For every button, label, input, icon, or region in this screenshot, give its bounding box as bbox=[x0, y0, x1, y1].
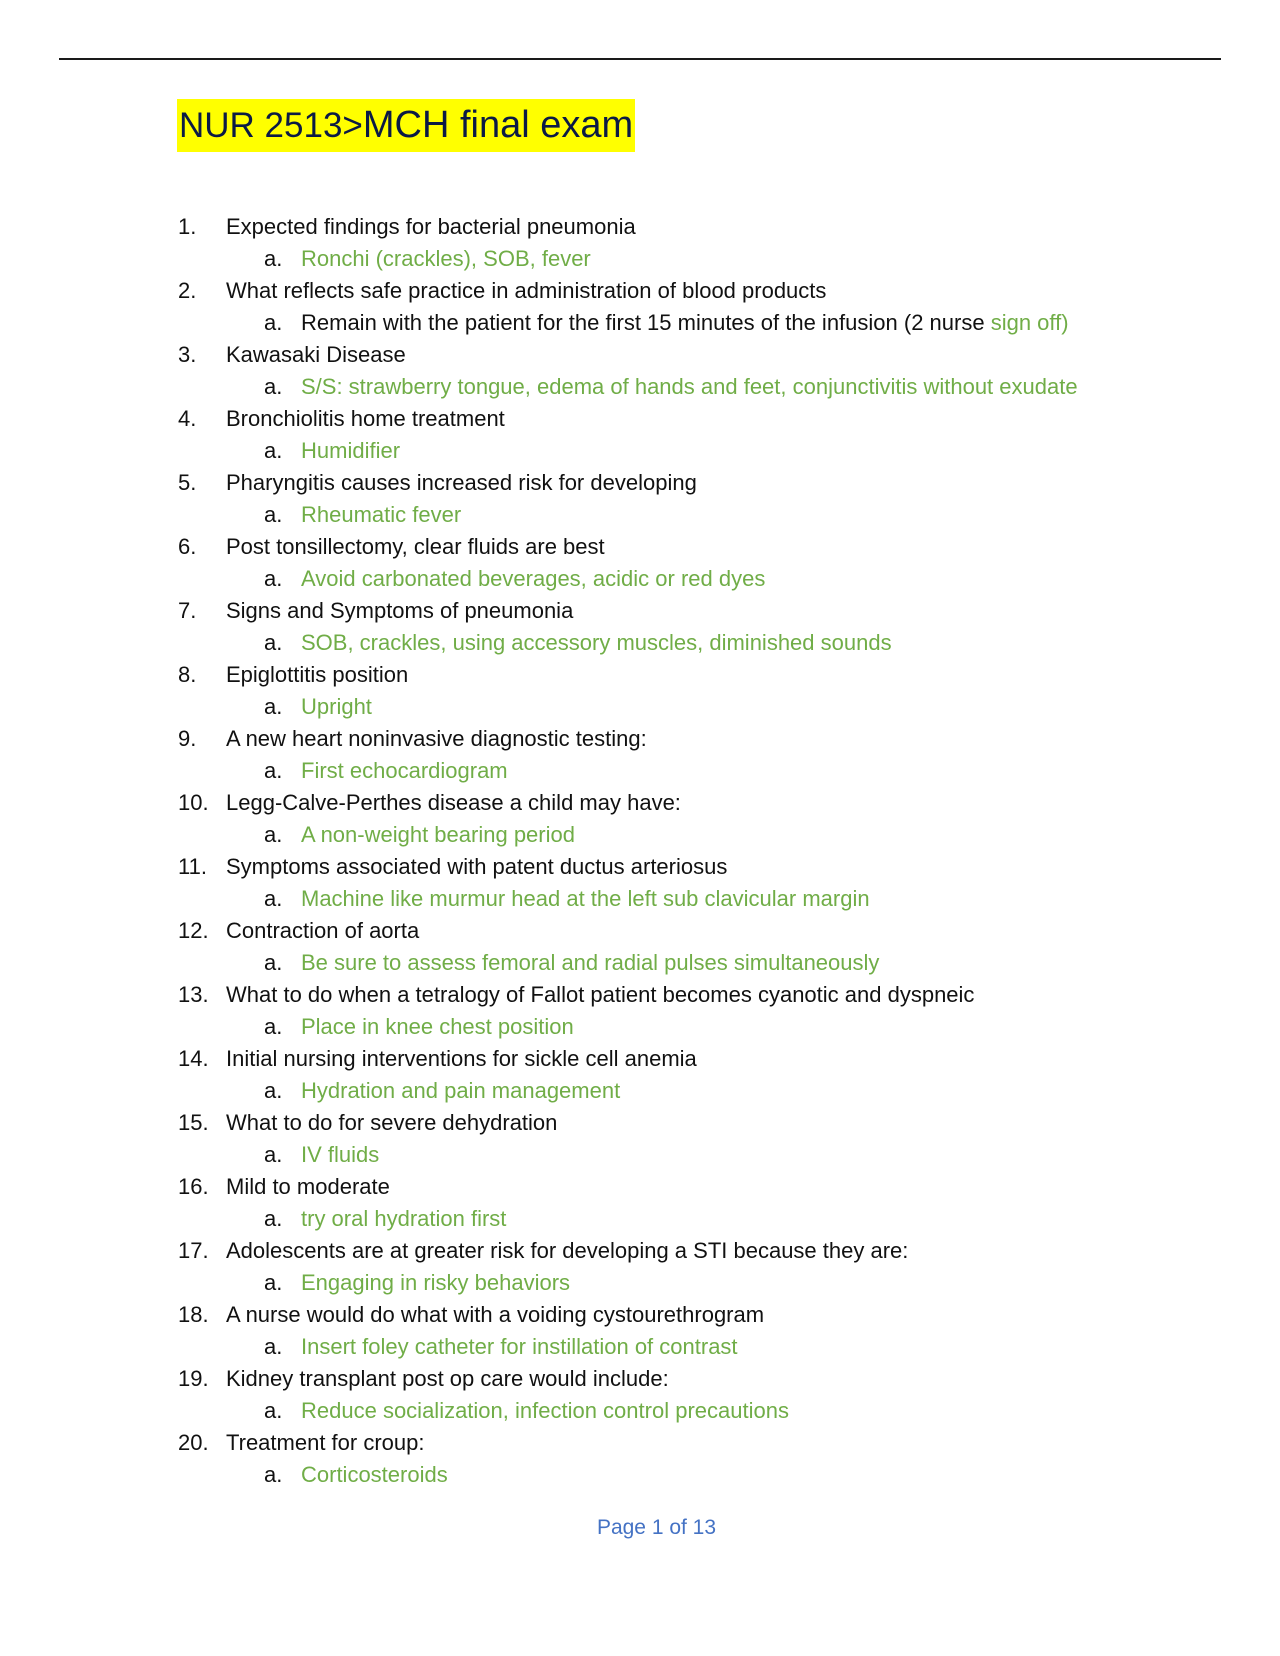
answer-text: try oral hydration first bbox=[301, 1206, 507, 1231]
document-title bbox=[177, 99, 635, 151]
answer-text: Hydration and pain management bbox=[301, 1078, 621, 1103]
answer-text: Humidifier bbox=[301, 438, 401, 463]
question-item bbox=[0, 595, 1280, 659]
answer-text: Place in knee chest position bbox=[301, 1014, 574, 1039]
question-number: 2. bbox=[178, 278, 197, 303]
question-number: 11. bbox=[178, 854, 207, 879]
answer-letter: a. bbox=[264, 1398, 283, 1423]
question-item bbox=[0, 1235, 1280, 1299]
question-item bbox=[0, 1107, 1280, 1171]
question-item bbox=[0, 787, 1280, 851]
title-exam-name: MCH final exam bbox=[362, 103, 634, 146]
answer-letter: a. bbox=[264, 1270, 283, 1295]
answer-letter: a. bbox=[264, 1142, 283, 1167]
question-number: 4. bbox=[178, 406, 197, 431]
title-course-code: NUR 2513> bbox=[179, 105, 363, 145]
answer-row bbox=[0, 499, 1280, 531]
answer-text: Machine like murmur head at the left sub clavicular margin bbox=[301, 886, 870, 911]
answer-row bbox=[0, 947, 1280, 979]
answer-row bbox=[0, 883, 1280, 915]
question-text: Mild to moderate bbox=[226, 1174, 390, 1199]
question-item bbox=[0, 531, 1280, 595]
answer-row bbox=[0, 1075, 1280, 1107]
answer-letter: a. bbox=[264, 886, 283, 911]
question-row bbox=[0, 1299, 1280, 1331]
answer-letter: a. bbox=[264, 630, 283, 655]
question-text: Epiglottitis position bbox=[226, 662, 409, 687]
answer-text: Reduce socialization, infection control precautions bbox=[301, 1398, 789, 1423]
question-row bbox=[0, 211, 1280, 243]
answer-letter: a. bbox=[264, 1334, 283, 1359]
question-text: What to do when a tetralogy of Fallot patient becomes cyanotic and dyspneic bbox=[226, 982, 975, 1007]
question-number: 17. bbox=[178, 1238, 209, 1263]
question-number: 15. bbox=[178, 1110, 209, 1135]
answer-letter: a. bbox=[264, 694, 283, 719]
question-item bbox=[0, 1363, 1280, 1427]
answer-text: Rheumatic fever bbox=[301, 502, 462, 527]
question-row bbox=[0, 1171, 1280, 1203]
question-text: A nurse would do what with a voiding cystourethrogram bbox=[226, 1302, 765, 1327]
answer-letter: a. bbox=[264, 822, 283, 847]
question-text: Pharyngitis causes increased risk for developing bbox=[226, 470, 697, 495]
answer-row bbox=[0, 1139, 1280, 1171]
question-item bbox=[0, 339, 1280, 403]
question-number: 9. bbox=[178, 726, 197, 751]
question-row bbox=[0, 1107, 1280, 1139]
question-number: 5. bbox=[178, 470, 197, 495]
question-item bbox=[0, 403, 1280, 467]
answer-letter: a. bbox=[264, 246, 283, 271]
question-item bbox=[0, 979, 1280, 1043]
answer-row bbox=[0, 691, 1280, 723]
question-item bbox=[0, 467, 1280, 531]
question-row bbox=[0, 531, 1280, 563]
question-text: Signs and Symptoms of pneumonia bbox=[226, 598, 574, 623]
question-item bbox=[0, 211, 1280, 275]
question-number: 10. bbox=[178, 790, 209, 815]
answer-row bbox=[0, 1203, 1280, 1235]
answer-row bbox=[0, 1395, 1280, 1427]
answer-text: Ronchi (crackles), SOB, fever bbox=[301, 246, 591, 271]
answer-text: A non-weight bearing period bbox=[301, 822, 575, 847]
answer-row bbox=[0, 371, 1280, 403]
question-number: 7. bbox=[178, 598, 197, 623]
answer-letter: a. bbox=[264, 566, 283, 591]
answer-row bbox=[0, 307, 1280, 339]
question-text: Symptoms associated with patent ductus arteriosus bbox=[226, 854, 728, 879]
question-number: 16. bbox=[178, 1174, 209, 1199]
question-text: Treatment for croup: bbox=[226, 1430, 425, 1455]
answer-row bbox=[0, 1459, 1280, 1491]
question-item bbox=[0, 275, 1280, 339]
answer-letter: a. bbox=[264, 1014, 283, 1039]
answer-row bbox=[0, 1011, 1280, 1043]
answer-row bbox=[0, 1267, 1280, 1299]
answer-letter: a. bbox=[264, 502, 283, 527]
answer-letter: a. bbox=[264, 950, 283, 975]
answer-text-plain: Remain with the patient for the first 15 minutes of the infusion (2 nurse bbox=[301, 310, 991, 335]
question-text: Initial nursing interventions for sickle cell anemia bbox=[226, 1046, 697, 1071]
question-item bbox=[0, 851, 1280, 915]
answer-letter: a. bbox=[264, 438, 283, 463]
answer-text bbox=[301, 307, 1069, 339]
answer-letter: a. bbox=[264, 758, 283, 783]
question-number: 12. bbox=[178, 918, 209, 943]
answer-row bbox=[0, 1331, 1280, 1363]
question-item bbox=[0, 915, 1280, 979]
question-row bbox=[0, 979, 1280, 1011]
question-list bbox=[0, 211, 1280, 1491]
question-number: 18. bbox=[178, 1302, 209, 1327]
question-row bbox=[0, 275, 1280, 307]
answer-row bbox=[0, 755, 1280, 787]
question-row bbox=[0, 467, 1280, 499]
question-row bbox=[0, 1427, 1280, 1459]
question-text: Kawasaki Disease bbox=[226, 342, 406, 367]
question-text: A new heart noninvasive diagnostic testing: bbox=[226, 726, 647, 751]
question-text: Expected findings for bacterial pneumonia bbox=[226, 214, 636, 239]
question-number: 19. bbox=[178, 1366, 209, 1391]
question-text: Contraction of aorta bbox=[226, 918, 420, 943]
question-row bbox=[0, 1043, 1280, 1075]
answer-letter: a. bbox=[264, 1206, 283, 1231]
question-row bbox=[0, 659, 1280, 691]
question-text: Adolescents are at greater risk for developing a STI because they are: bbox=[226, 1238, 909, 1263]
question-number: 20. bbox=[178, 1430, 209, 1455]
answer-text: IV fluids bbox=[301, 1142, 380, 1167]
answer-text: Insert foley catheter for instillation of contrast bbox=[301, 1334, 738, 1359]
answer-text: Be sure to assess femoral and radial pulses simultaneously bbox=[301, 950, 880, 975]
answer-text-highlight: sign off) bbox=[990, 310, 1069, 335]
question-row bbox=[0, 595, 1280, 627]
answer-text: Corticosteroids bbox=[301, 1462, 448, 1487]
question-text: What reflects safe practice in administration of blood products bbox=[226, 278, 827, 303]
page-number: Page 1 of 13 bbox=[596, 1516, 717, 1539]
answer-text: SOB, crackles, using accessory muscles, diminished sounds bbox=[301, 630, 892, 655]
question-item bbox=[0, 1427, 1280, 1491]
answer-text: Avoid carbonated beverages, acidic or red dyes bbox=[301, 566, 766, 591]
question-number: 6. bbox=[178, 534, 197, 559]
question-text: What to do for severe dehydration bbox=[226, 1110, 558, 1135]
question-text: Kidney transplant post op care would include: bbox=[226, 1366, 669, 1391]
question-item bbox=[0, 1299, 1280, 1363]
question-number: 14. bbox=[178, 1046, 209, 1071]
question-item bbox=[0, 1171, 1280, 1235]
question-row bbox=[0, 403, 1280, 435]
answer-row bbox=[0, 243, 1280, 275]
question-row bbox=[0, 723, 1280, 755]
answer-letter: a. bbox=[264, 310, 283, 335]
answer-text: First echocardiogram bbox=[301, 758, 508, 783]
answer-text: Engaging in risky behaviors bbox=[301, 1270, 571, 1295]
question-row bbox=[0, 1235, 1280, 1267]
question-text: Post tonsillectomy, clear fluids are best bbox=[226, 534, 605, 559]
header-rule bbox=[59, 58, 1221, 60]
question-number: 1. bbox=[178, 214, 197, 239]
answer-text: Upright bbox=[301, 694, 372, 719]
question-row bbox=[0, 1363, 1280, 1395]
question-item bbox=[0, 723, 1280, 787]
question-text: Bronchiolitis home treatment bbox=[226, 406, 505, 431]
question-number: 13. bbox=[178, 982, 209, 1007]
question-row bbox=[0, 915, 1280, 947]
answer-letter: a. bbox=[264, 1462, 283, 1487]
answer-row bbox=[0, 819, 1280, 851]
answer-row bbox=[0, 435, 1280, 467]
question-row bbox=[0, 787, 1280, 819]
question-number: 8. bbox=[178, 662, 197, 687]
answer-letter: a. bbox=[264, 374, 283, 399]
answer-text: S/S: strawberry tongue, edema of hands and feet, conjunctivitis without exudate bbox=[301, 374, 1078, 399]
question-text: Legg-Calve-Perthes disease a child may have: bbox=[226, 790, 681, 815]
question-row bbox=[0, 851, 1280, 883]
question-item bbox=[0, 1043, 1280, 1107]
question-number: 3. bbox=[178, 342, 197, 367]
document-title-text bbox=[177, 99, 635, 152]
answer-row bbox=[0, 563, 1280, 595]
question-row bbox=[0, 339, 1280, 371]
question-item bbox=[0, 659, 1280, 723]
answer-row bbox=[0, 627, 1280, 659]
answer-letter: a. bbox=[264, 1078, 283, 1103]
